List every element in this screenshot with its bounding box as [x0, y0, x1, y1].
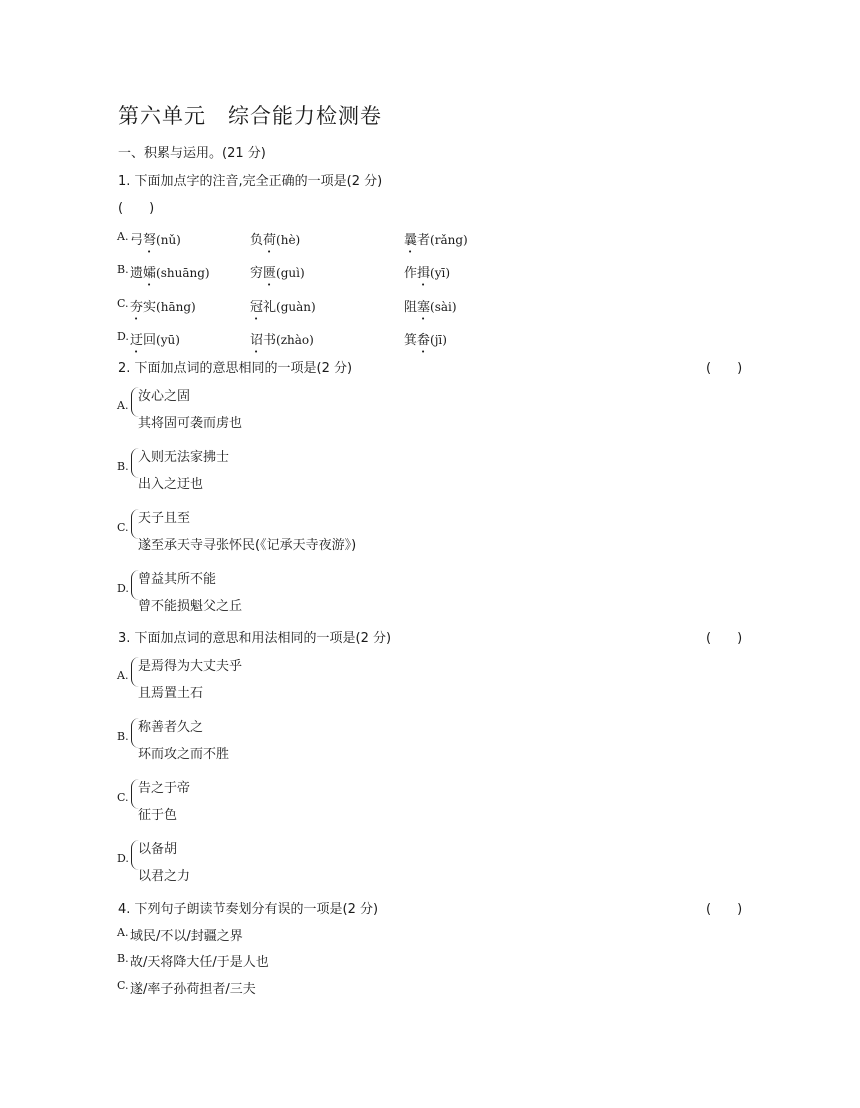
option-letter: D.: [117, 330, 129, 343]
pinyin-item: [250, 229, 300, 256]
word-part: 者: [417, 233, 431, 248]
word-part: 穷: [250, 266, 264, 281]
dotted-character: 诏: [250, 333, 264, 348]
option-line-2: 环而攻之而不胜: [138, 747, 230, 762]
dotted-character: 弩: [143, 233, 157, 248]
option-line-2: 遂至承天寺寻张怀民(《记承天寺夜游》): [138, 538, 357, 553]
dotted-character: 匮: [263, 266, 277, 281]
dotted-character: 夯: [130, 300, 144, 315]
word-part: 礼: [263, 300, 277, 315]
pinyin-item: [130, 296, 196, 323]
option-letter: B.: [117, 952, 129, 965]
pinyin-item: [130, 229, 181, 256]
question-1-stem: 1. 下面加点字的注音,完全正确的一项是(2 分): [118, 174, 383, 189]
pinyin-annotation: (rǎng): [430, 233, 468, 247]
pinyin-annotation: (hè): [276, 233, 301, 247]
pinyin-item: [250, 329, 314, 356]
pinyin-item: [404, 262, 450, 289]
option-text: 域民/不以/封疆之界: [130, 929, 243, 944]
option-letter: D.: [117, 852, 129, 865]
option-line-1: 天子且至: [138, 511, 191, 526]
option-line-2: 且焉置土石: [138, 686, 204, 701]
pinyin-annotation: (yū): [156, 333, 180, 347]
option-line-2: 曾不能损魁父之丘: [138, 599, 243, 614]
option-letter: A.: [117, 669, 129, 682]
pinyin-annotation: (yī): [430, 266, 451, 280]
word-part: 实: [143, 300, 157, 315]
section-heading: 一、积累与运用。(21 分): [118, 146, 266, 161]
pinyin-annotation: (hāng): [156, 300, 196, 314]
dotted-character: 畚: [417, 333, 431, 348]
option-letter: D.: [117, 582, 129, 595]
dotted-character: 曩: [404, 233, 418, 248]
dotted-character: 迂: [130, 333, 144, 348]
option-line-1: 汝心之固: [138, 389, 191, 404]
option-line-1: 入则无法家拂士: [138, 450, 230, 465]
pinyin-annotation: (guì): [276, 266, 305, 280]
option-letter: A.: [117, 230, 129, 243]
question-4-stem: 4. 下列句子朗读节奏划分有误的一项是(2 分): [118, 902, 379, 917]
page-title: 第六单元 综合能力检测卷: [118, 104, 382, 128]
option-letter: C.: [117, 791, 129, 804]
option-line-1: 称善者久之: [138, 720, 204, 735]
pinyin-item: [250, 296, 316, 323]
question-1-answer-bracket: ( ): [118, 201, 155, 216]
pinyin-item: [130, 329, 180, 356]
pinyin-annotation: (zhào): [276, 333, 314, 347]
option-line-1: 曾益其所不能: [138, 572, 217, 587]
option-letter: B.: [117, 730, 129, 743]
word-part: 阻: [404, 300, 418, 315]
question-2-answer-bracket: ( ): [706, 361, 743, 376]
word-part: 书: [263, 333, 277, 348]
option-line-1: 告之于帝: [138, 781, 191, 796]
pinyin-item: [130, 262, 210, 289]
option-line-2: 其将固可袭而虏也: [138, 416, 243, 431]
option-letter: A.: [117, 399, 129, 412]
pinyin-item: [404, 229, 468, 256]
word-part: 弓: [130, 233, 144, 248]
pinyin-item: [250, 262, 305, 289]
dotted-character: 塞: [417, 300, 431, 315]
word-part: 箕: [404, 333, 418, 348]
pinyin-annotation: (shuāng): [156, 266, 210, 280]
dotted-character: 冠: [250, 300, 264, 315]
option-line-2: 以君之力: [138, 869, 191, 884]
dotted-character: 荷: [263, 233, 277, 248]
option-text: 故/天将降大任/于是人也: [130, 955, 269, 970]
word-part: 遗: [130, 266, 144, 281]
dotted-character: 揖: [417, 266, 431, 281]
question-3-stem: 3. 下面加点词的意思和用法相同的一项是(2 分): [118, 631, 392, 646]
pinyin-item: [404, 296, 457, 323]
word-part: 回: [143, 333, 157, 348]
option-letter: A.: [117, 926, 129, 939]
question-4-answer-bracket: ( ): [706, 902, 743, 917]
option-letter: B.: [117, 460, 129, 473]
pinyin-annotation: (jī): [430, 333, 447, 347]
option-line-1: 以备胡: [138, 842, 178, 857]
word-part: 负: [250, 233, 264, 248]
dotted-character: 孀: [143, 266, 157, 281]
option-letter: C.: [117, 979, 129, 992]
pinyin-annotation: (nǔ): [156, 233, 181, 247]
option-letter: B.: [117, 263, 129, 276]
pinyin-annotation: (sài): [430, 300, 457, 314]
option-text: 遂/率子孙荷担者/三夫: [130, 982, 256, 997]
pinyin-item: [404, 329, 447, 356]
option-line-1: 是焉得为大丈夫乎: [138, 659, 243, 674]
question-2-stem: 2. 下面加点词的意思相同的一项是(2 分): [118, 361, 353, 376]
option-line-2: 征于色: [138, 808, 178, 823]
question-3-answer-bracket: ( ): [706, 631, 743, 646]
option-line-2: 出入之迂也: [138, 477, 204, 492]
option-letter: C.: [117, 297, 129, 310]
option-letter: C.: [117, 521, 129, 534]
pinyin-annotation: (guàn): [276, 300, 316, 314]
word-part: 作: [404, 266, 418, 281]
